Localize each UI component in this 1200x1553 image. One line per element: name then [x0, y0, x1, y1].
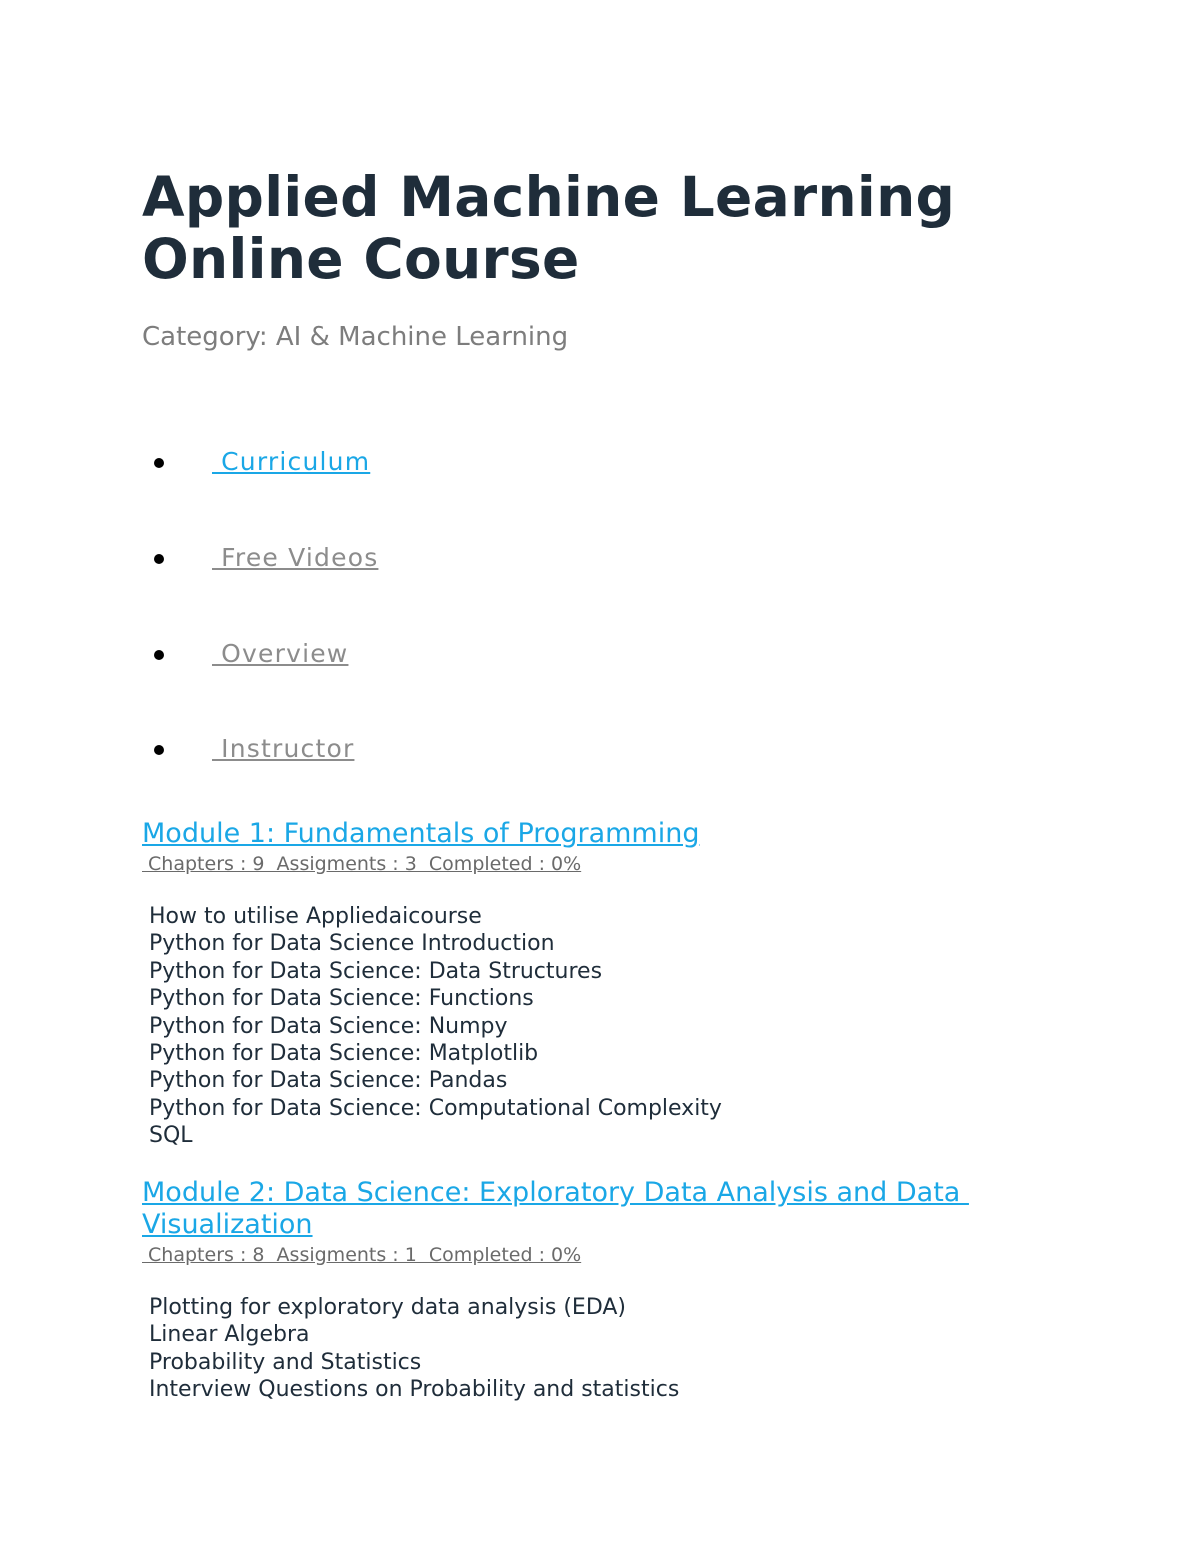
module-2-chapter-list [149, 1294, 679, 1404]
module-2-meta: Chapters : 8 Assigments : 1 Completed : 0% [142, 1244, 582, 1266]
module-1-meta: Chapters : 9 Assigments : 3 Completed : 0% [142, 853, 582, 875]
course-category: Category: AI & Machine Learning [142, 322, 569, 352]
page-title-line-1: Applied Machine Learning [142, 165, 956, 229]
bullet-icon [154, 745, 164, 755]
module-1-chapter-list [149, 903, 722, 1150]
chapter-item[interactable]: How to utilise Appliedaicourse [149, 904, 482, 929]
chapter-item[interactable]: Python for Data Science: Numpy [149, 1013, 508, 1039]
tab-instructor[interactable]: Instructor [212, 734, 355, 763]
module-2-title-line-2: Visualization [142, 1209, 313, 1240]
chapter-item[interactable]: Python for Data Science: Pandas [149, 1068, 508, 1094]
chapter-item[interactable]: Python for Data Science: Data Structures [149, 958, 603, 984]
bullet-icon [154, 650, 164, 660]
tab-curriculum[interactable]: Curriculum [212, 447, 371, 476]
chapter-item[interactable]: Python for Data Science: Matplotlib [149, 1041, 539, 1067]
module-2-title[interactable] [142, 1177, 1042, 1241]
tab-overview[interactable]: Overview [212, 639, 349, 668]
chapter-item[interactable]: Python for Data Science: Computational Complexity [149, 1095, 722, 1121]
chapter-item[interactable]: Python for Data Science: Functions [149, 986, 534, 1012]
chapter-item[interactable]: Linear Algebra [149, 1322, 310, 1348]
module-1-title[interactable]: Module 1: Fundamentals of Programming [142, 818, 700, 849]
tab-free-videos[interactable]: Free Videos [212, 543, 379, 572]
page-title [142, 166, 955, 290]
module-2-title-line-1: Module 2: Data Science: Exploratory Data Analysis and Data [142, 1177, 969, 1208]
chapter-item[interactable]: Plotting for exploratory data analysis (EDA) [149, 1295, 627, 1320]
chapter-item[interactable]: Interview Questions on Probability and statistics [149, 1377, 680, 1403]
chapter-item[interactable]: Python for Data Science Introduction [149, 931, 555, 957]
chapter-item[interactable]: Probability and Statistics [149, 1349, 422, 1375]
chapter-item[interactable]: SQL [149, 1123, 193, 1149]
bullet-icon [154, 554, 164, 564]
bullet-icon [154, 458, 164, 468]
page-title-line-2: Online Course [142, 227, 580, 291]
